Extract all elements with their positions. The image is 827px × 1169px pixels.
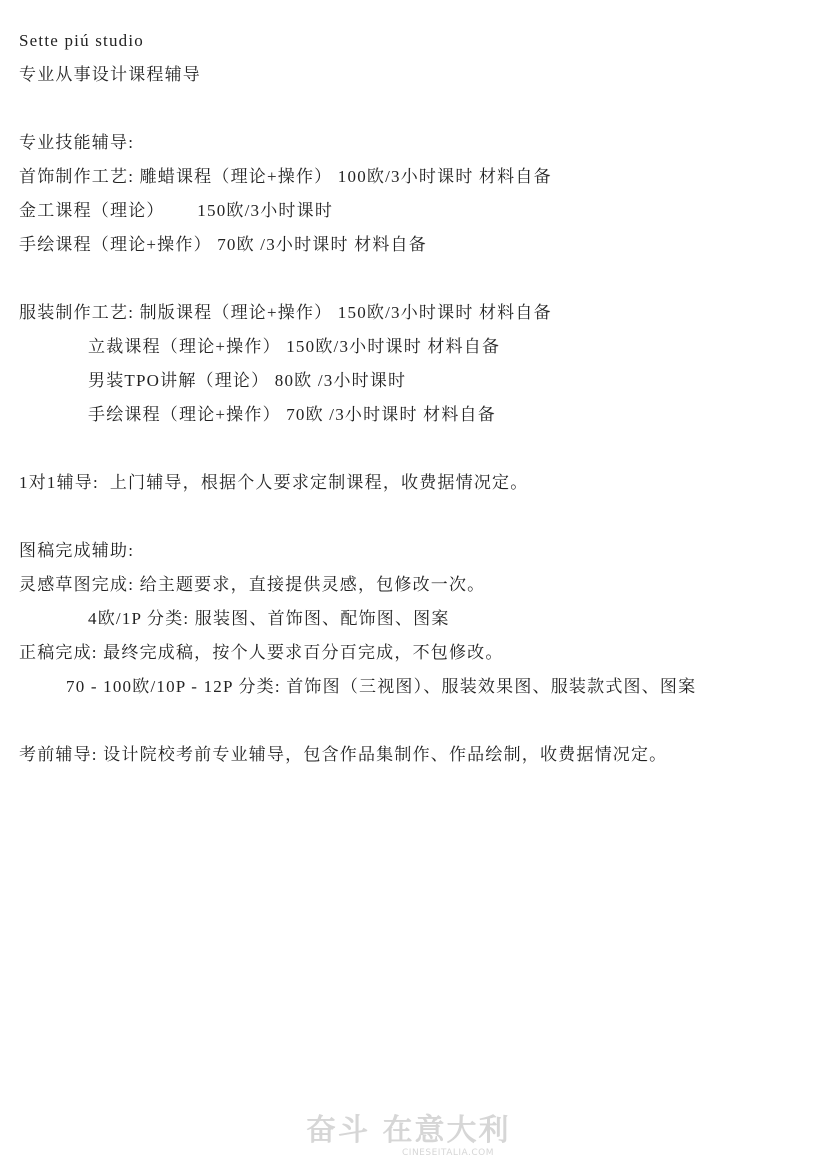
- one-on-one-tutoring: 1对1辅导: 上门辅导，根据个人要求定制课程，收费据情况定。: [19, 473, 529, 492]
- jewelry-wax-course: 首饰制作工艺: 雕蜡课程（理论+操作） 100欧/3小时课时 材料自备: [19, 167, 552, 186]
- inspiration-sketch-service: 灵感草图完成: 给主题要求，直接提供灵感，包修改一次。: [19, 575, 486, 594]
- metalwork-course: 金工课程（理论） 150欧/3小时课时: [19, 201, 334, 220]
- exam-prep-tutoring: 考前辅导: 设计院校考前专业辅导，包含作品集制作、作品绘制，收费据情况定。: [19, 745, 668, 764]
- section-heading-skills: 专业技能辅导:: [19, 133, 135, 152]
- watermark-main-text: 奋斗 在意大利: [306, 1113, 511, 1148]
- jewelry-drawing-course: 手绘课程（理论+操作） 70欧 /3小时课时 材料自备: [19, 235, 427, 254]
- site-watermark: [306, 1114, 526, 1164]
- watermark-url-text: CINESEITALIA.COM: [402, 1148, 495, 1158]
- final-draft-price: 70 - 100欧/10P - 12P 分类: 首饰图（三视图）、服装效果图、服装款式图、图案: [66, 677, 697, 696]
- menswear-tpo-course: 男装TPO讲解（理论） 80欧 /3小时课时: [88, 371, 407, 390]
- studio-tagline: 专业从事设计课程辅导: [19, 65, 201, 84]
- inspiration-sketch-price: 4欧/1P 分类: 服装图、首饰图、配饰图、图案: [88, 609, 450, 628]
- garment-pattern-course: 服装制作工艺: 制版课程（理论+操作） 150欧/3小时课时 材料自备: [19, 303, 552, 322]
- draping-course: 立裁课程（理论+操作） 150欧/3小时课时 材料自备: [88, 337, 501, 356]
- garment-drawing-course: 手绘课程（理论+操作） 70欧 /3小时课时 材料自备: [88, 405, 496, 424]
- final-draft-service: 正稿完成: 最终完成稿，按个人要求百分百完成，不包修改。: [19, 643, 504, 662]
- studio-name: Sette piú studio: [19, 31, 144, 50]
- section-heading-drafts: 图稿完成辅助:: [19, 541, 135, 560]
